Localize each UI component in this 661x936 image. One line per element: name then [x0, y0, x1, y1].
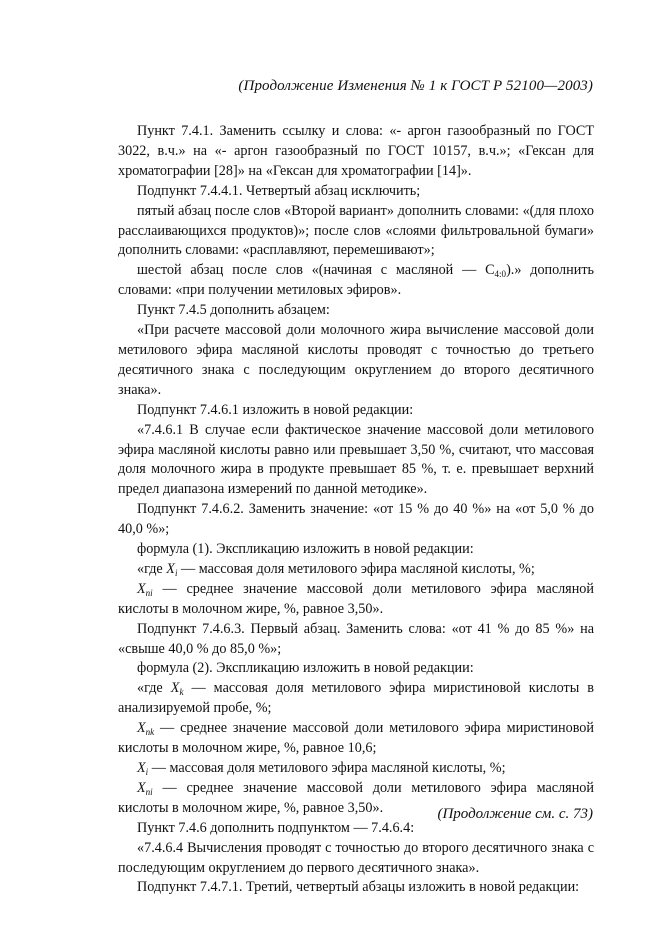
math-symbol: X [137, 720, 146, 737]
math-symbol: X [137, 760, 146, 776]
paragraph: Подпункт 7.4.4.1. Четвертый абзац исключить; [137, 182, 421, 199]
paragraph: формула (2). Экспликацию изложить в новой редакции: [137, 660, 474, 677]
paragraph: «При расчете массовой доли молочного жира вычисление массовой доли метилового эфира масляной кислоты проводят с точностью до третьего десятичного знака с последующим округлением до второго десятичного знака». [118, 322, 594, 398]
text-run: ).» дополнить словами: «при получении метиловых эфиров». [118, 262, 594, 299]
page-footer: (Продолжение см. с. 73) [437, 806, 593, 822]
text-run: — массовая доля метилового эфира масляной кислоты, %; [177, 560, 535, 577]
subscript: i [174, 567, 178, 578]
subscript: k [179, 687, 184, 698]
text-run: — среднее значение массовой доли метилового эфира масляной кислоты в молочном жире, %, равное 3,50». [118, 779, 594, 816]
formula-explication [118, 759, 594, 779]
math-symbol: X [137, 580, 146, 597]
paragraph: Подпункт 7.4.7.1. Третий, четвертый абзацы изложить в новой редакции: [137, 879, 580, 896]
formula-explication [118, 580, 594, 620]
subscript: ni [145, 587, 153, 598]
math-symbol: X [170, 680, 180, 697]
paragraph: формула (1). Экспликацию изложить в новой редакции: [137, 541, 474, 558]
formula-explication [118, 679, 594, 719]
subscript: nk [145, 727, 155, 738]
paragraph: пятый абзац после слов «Второй вариант» дополнить словами: «(для плохо расслаивающихся продуктов)»; после слов «слоями фильтровальной бумаги» дополнить словами: «расплавляют, перемешивают»; [118, 202, 594, 259]
text-run: «где [137, 560, 167, 577]
paragraph: Подпункт 7.4.6.3. Первый абзац. Заменить слова: «от 41 % до 85 %» на «свыше 40,0 % до 85,0 %»; [118, 620, 594, 657]
paragraph: «7.4.6.4 Вычисления проводят с точностью до второго десятичного знака с последующим округлением до первого десятичного знака». [118, 839, 594, 876]
formula-explication [118, 560, 594, 580]
text-run: — среднее значение массовой доли метилового эфира масляной кислоты в молочном жире, %, равное 3,50». [118, 580, 594, 617]
text-run: — массовая доля метилового эфира миристиновой кислоты в анализируемой пробе, %; [118, 680, 594, 717]
document-body [118, 122, 594, 898]
paragraph: Подпункт 7.4.6.1 изложить в новой редакции: [137, 401, 414, 418]
paragraph: Пункт 7.4.1. Заменить ссылку и слова: «- аргон газообразный по ГОСТ 3022, в.ч.» на «- аргон газообразный по ГОСТ 10157, в.ч.»; «Гексан для хроматографии [28]» на «Гексан для хроматографии [14]». [118, 123, 594, 179]
text-run: — среднее значение массовой доли метилового эфира миристиновой кислоты в молочном жире, %, равное 10,6; [118, 720, 594, 757]
math-symbol: X [166, 560, 175, 577]
math-symbol: X [137, 779, 146, 796]
paragraph: «7.4.6.1 В случае если фактическое значение массовой доли метилового эфира масляной кислоты равно или превышает 3,50 %, считают, что массовая доля молочного жира в продукте превышает 85 %, т. е. превышает верхний предел диапазона измерений по данной методике». [118, 421, 594, 498]
subscript: 4:0 [494, 269, 507, 280]
subscript: i [145, 767, 149, 777]
text-run: «где [137, 680, 171, 697]
paragraph: Пункт 7.4.5 дополнить абзацем: [137, 302, 330, 319]
subscript: ni [145, 786, 153, 797]
text-run: шестой абзац после слов «(начиная с масляной — С [137, 262, 495, 279]
paragraph [118, 261, 594, 301]
page-header: (Продолжение Изменения № 1 к ГОСТ Р 52100—2003) [238, 78, 593, 94]
paragraph: Пункт 7.4.6 дополнить подпунктом — 7.4.6.4: [137, 819, 415, 836]
formula-explication [118, 719, 594, 759]
text-run: — массовая доля метилового эфира масляной кислоты, %; [148, 760, 506, 776]
paragraph: Подпункт 7.4.6.2. Заменить значение: «от 15 % до 40 %» на «от 5,0 % до 40,0 %»; [118, 501, 594, 538]
